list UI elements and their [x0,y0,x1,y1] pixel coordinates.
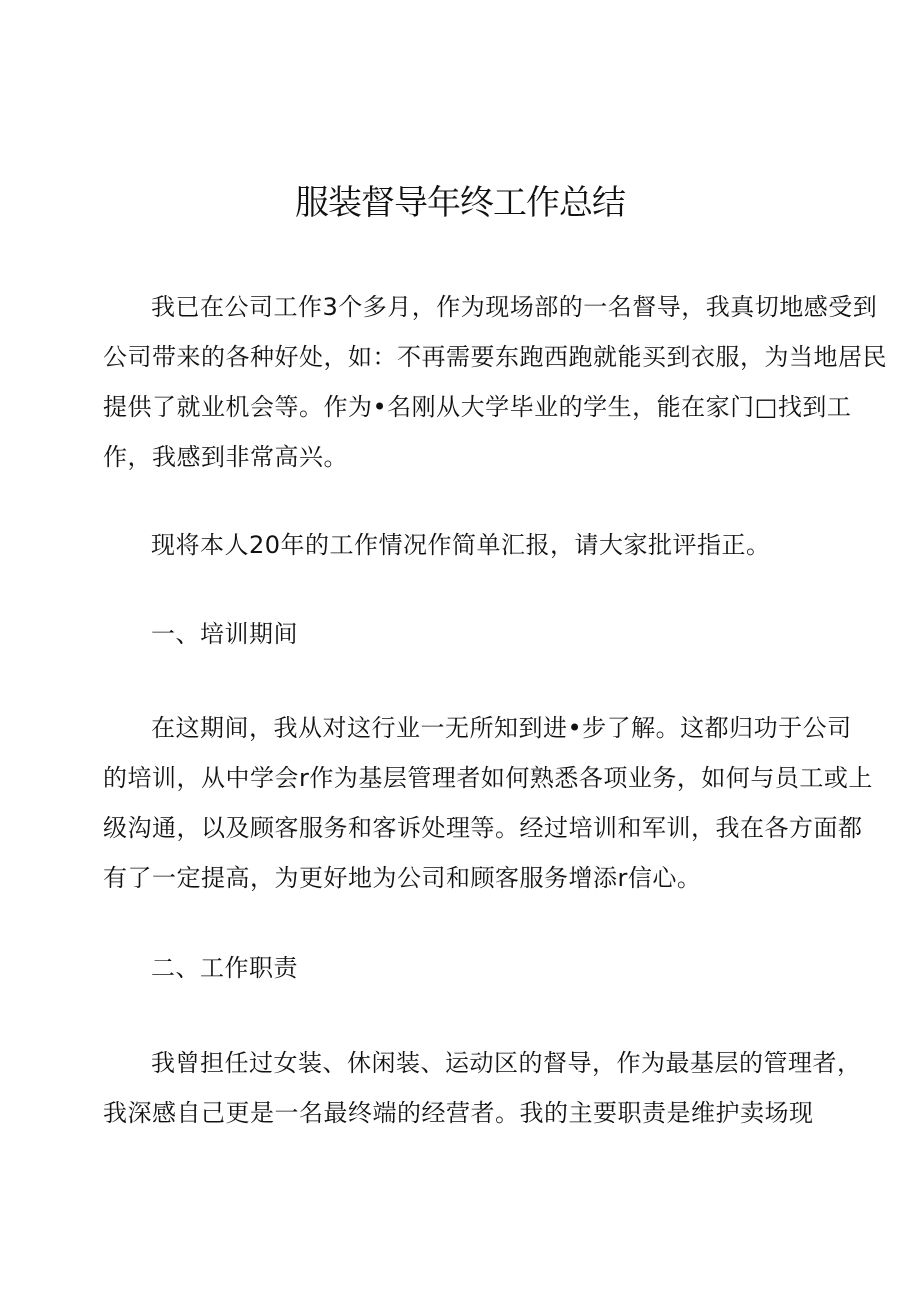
training-paragraph [103,703,873,903]
duties-line-2: 我深感自己更是一名最终端的经营者。我的主要职责是维护卖场现 [103,1099,814,1127]
intro-paragraph [103,282,887,482]
intro-line-2: 公司带来的各种好处，如：不再需要东跑西跑就能买到衣服，为当地居民 [103,343,887,371]
intro-line-4: 作，我感到非常高兴。 [103,443,348,471]
training-line-4: 有了一定提高，为更好地为公司和顾客服务增添r信心。 [103,864,702,892]
section-heading-duties: 二、工作职责 [151,954,298,982]
intro-line-3: 提供了就业机会等。作为•名刚从大学毕业的学生，能在家门□找到工 [103,393,852,421]
training-line-1: 在这期间，我从对这行业一无所知到进•步了解。这都归功于公司 [151,714,852,742]
report-paragraph [103,520,823,570]
duties-paragraph [103,1038,862,1138]
section-heading-training: 一、培训期间 [151,620,298,648]
intro-line-1: 我已在公司工作3个多月，作为现场部的一名督导，我真切地感受到 [151,293,878,321]
report-line: 现将本人20年的工作情况作简单汇报，请大家批评指正。 [151,531,771,559]
training-line-2: 的培训，从中学会r作为基层管理者如何熟悉各项业务，如何与员工或上 [103,764,873,792]
document-title: 服装督导年终工作总结 [295,183,625,223]
duties-line-1: 我曾担任过女装、休闲装、运动区的督导，作为最基层的管理者， [151,1049,862,1077]
training-line-3: 级沟通，以及顾客服务和客诉处理等。经过培训和军训，我在各方面都 [103,814,863,842]
